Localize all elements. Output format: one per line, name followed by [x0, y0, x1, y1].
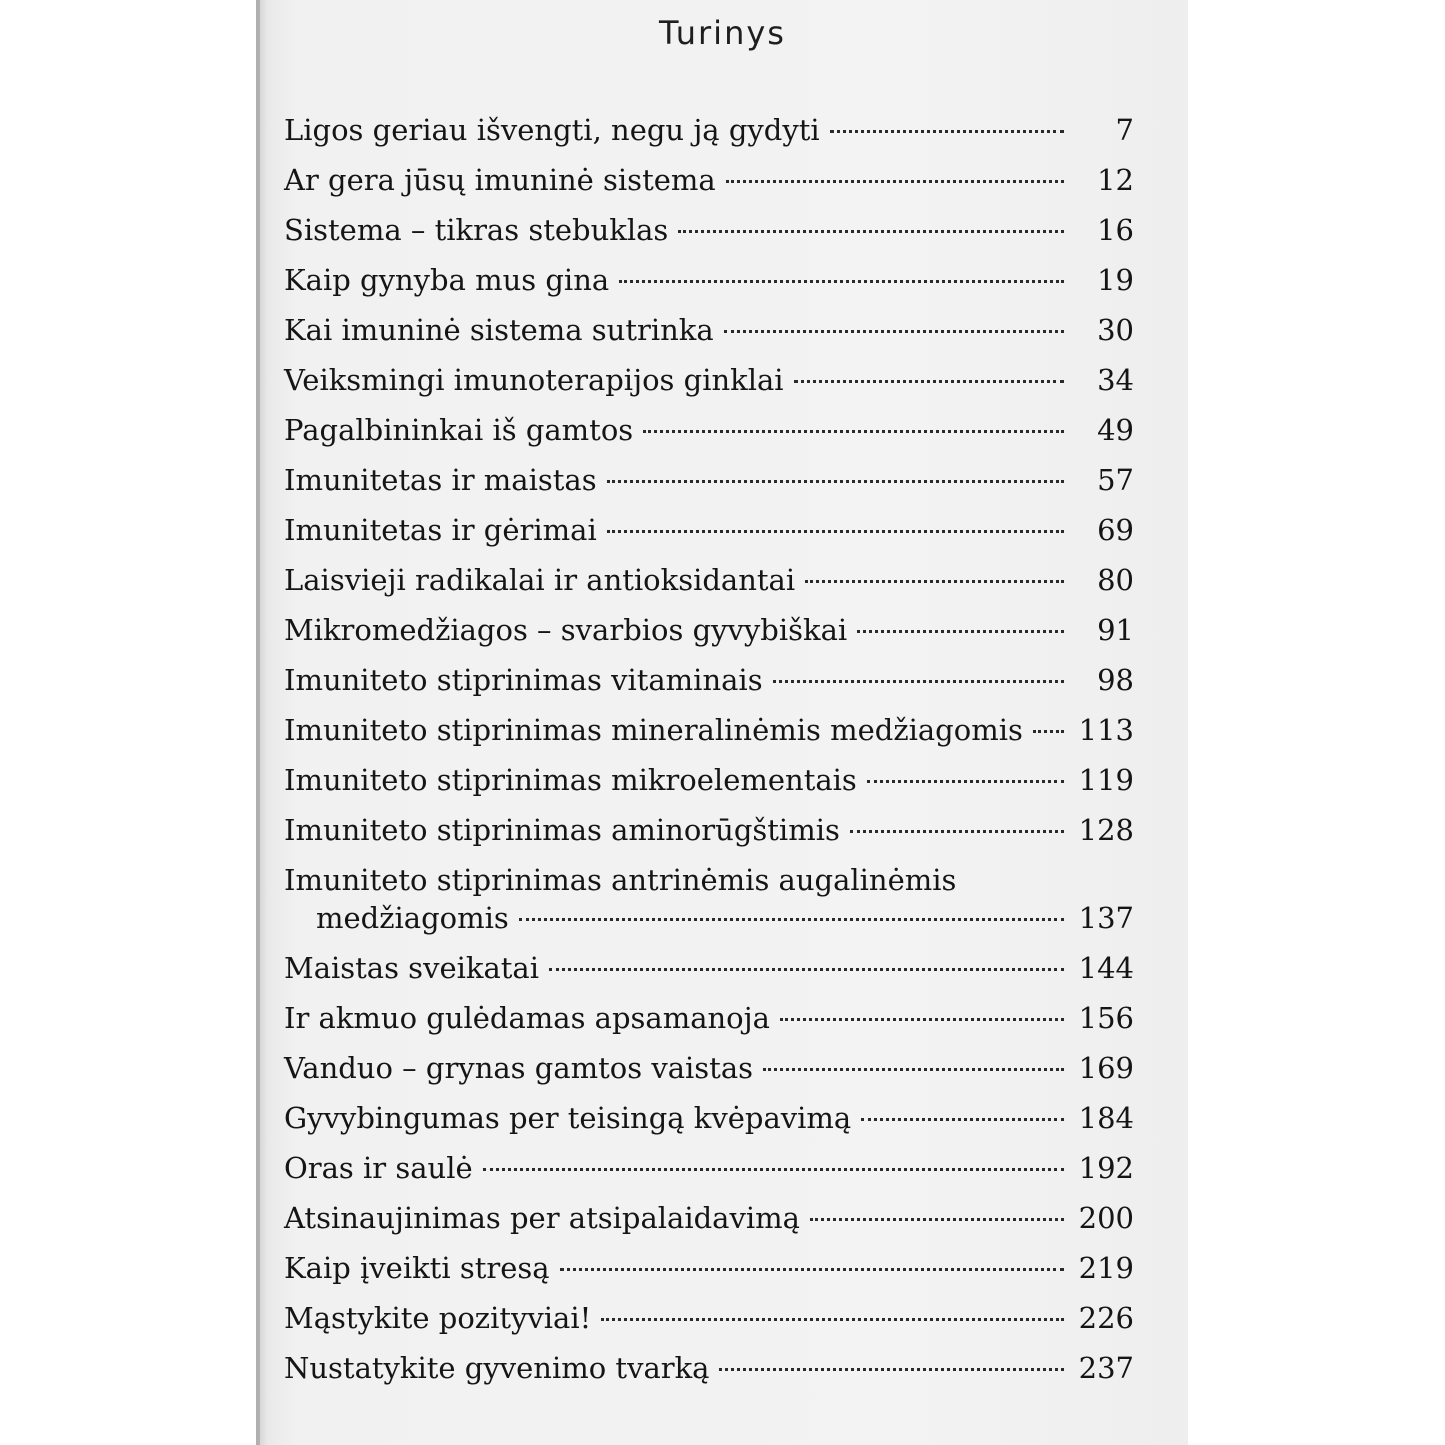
toc-entry-title: Ar gera jūsų imuninė sistema — [284, 163, 716, 197]
dot-leader — [810, 1218, 1064, 1221]
dot-leader — [619, 280, 1064, 283]
toc-page-number: 144 — [1078, 951, 1134, 985]
toc-page-number: 169 — [1078, 1051, 1134, 1085]
toc-entry[interactable] — [284, 1343, 1134, 1393]
toc-entry-title: Kaip įveikti stresą — [284, 1251, 550, 1285]
toc-entry-title: Imunitetas ir maistas — [284, 463, 597, 497]
toc-entry[interactable] — [284, 555, 1134, 605]
dot-leader — [643, 430, 1064, 433]
toc-page-number: 34 — [1097, 363, 1134, 397]
toc-page-number: 80 — [1097, 563, 1134, 597]
toc-page-number: 30 — [1097, 313, 1134, 347]
toc-page-number: 16 — [1097, 213, 1134, 247]
toc-page-number: 137 — [1078, 901, 1134, 935]
toc-entry[interactable] — [284, 155, 1134, 205]
toc-page-number: 57 — [1097, 463, 1134, 497]
toc-entry[interactable] — [284, 1093, 1134, 1143]
toc-entry-title: Ligos geriau išvengti, negu ją gydyti — [284, 113, 820, 147]
toc-entry-title: medžiagomis — [316, 901, 509, 935]
toc-entry-title: Veiksmingi imunoterapijos ginklai — [284, 363, 784, 397]
toc-entry-title: Kaip gynyba mus gina — [284, 263, 610, 297]
toc-entry-title: Pagalbininkai iš gamtos — [284, 413, 634, 447]
dot-leader — [1033, 730, 1064, 733]
table-of-contents — [284, 105, 1134, 1393]
toc-entry-title: Imuniteto stiprinimas mikroelementais — [284, 763, 857, 797]
toc-entry[interactable] — [284, 1193, 1134, 1243]
toc-entry-title: Mikromedžiagos – svarbios gyvybiškai — [284, 613, 848, 647]
toc-entry[interactable] — [284, 605, 1134, 655]
page-edge-shadow — [256, 0, 260, 1445]
toc-entry-title: Imunitetas ir gėrimai — [284, 513, 597, 547]
toc-entry-title-line1: Imuniteto stiprinimas antrinėmis augalinėmis — [284, 863, 957, 897]
toc-page-number: 69 — [1097, 513, 1134, 547]
toc-entry[interactable] — [284, 705, 1134, 755]
dot-leader — [763, 1068, 1064, 1071]
toc-entry[interactable] — [284, 805, 1134, 855]
toc-page-number: 200 — [1078, 1201, 1134, 1235]
toc-entry[interactable] — [284, 1293, 1134, 1343]
toc-entry[interactable] — [284, 455, 1134, 505]
dot-leader — [519, 918, 1064, 921]
toc-entry-title: Ir akmuo gulėdamas apsamanoja — [284, 1001, 770, 1035]
dot-leader — [719, 1368, 1064, 1371]
toc-entry[interactable] — [284, 943, 1134, 993]
toc-entry-title: Sistema – tikras stebuklas — [284, 213, 669, 247]
dot-leader — [850, 830, 1064, 833]
toc-page-number: 7 — [1115, 113, 1134, 147]
dot-leader — [861, 1118, 1064, 1121]
toc-page-number: 98 — [1097, 663, 1134, 697]
dot-leader — [607, 480, 1064, 483]
toc-page-number: 128 — [1078, 813, 1134, 847]
toc-entry[interactable] — [284, 1143, 1134, 1193]
toc-entry-title: Imuniteto stiprinimas aminorūgštimis — [284, 813, 840, 847]
toc-entry-title: Mąstykite pozityviai! — [284, 1301, 592, 1335]
toc-entry-title: Nustatykite gyvenimo tvarką — [284, 1351, 710, 1385]
toc-entry-title: Vanduo – grynas gamtos vaistas — [284, 1051, 753, 1085]
toc-page-number: 113 — [1078, 713, 1134, 747]
toc-entry-title: Gyvybingumas per teisingą kvėpavimą — [284, 1101, 852, 1135]
dot-leader — [678, 230, 1064, 233]
toc-page-number: 156 — [1078, 1001, 1134, 1035]
toc-entry-title: Atsinaujinimas per atsipalaidavimą — [284, 1201, 800, 1235]
toc-entry[interactable] — [284, 105, 1134, 155]
dot-leader — [549, 968, 1064, 971]
toc-page-number: 184 — [1078, 1101, 1134, 1135]
dot-leader — [607, 530, 1064, 533]
dot-leader — [773, 680, 1064, 683]
dot-leader — [857, 630, 1064, 633]
toc-page-number: 237 — [1078, 1351, 1134, 1385]
toc-entry-title: Maistas sveikatai — [284, 951, 539, 985]
toc-entry-title: Oras ir saulė — [284, 1151, 473, 1185]
toc-entry[interactable] — [284, 655, 1134, 705]
toc-page-number: 91 — [1097, 613, 1134, 647]
toc-entry[interactable] — [284, 405, 1134, 455]
toc-entry[interactable] — [284, 255, 1134, 305]
dot-leader — [780, 1018, 1064, 1021]
dot-leader — [560, 1268, 1064, 1271]
toc-page-number: 219 — [1078, 1251, 1134, 1285]
dot-leader — [726, 180, 1064, 183]
toc-entry-title: Laisvieji radikalai ir antioksidantai — [284, 563, 796, 597]
toc-entry[interactable] — [284, 1243, 1134, 1293]
toc-entry[interactable] — [284, 505, 1134, 555]
toc-entry[interactable] — [284, 205, 1134, 255]
toc-page-number: 119 — [1078, 763, 1134, 797]
toc-page-number: 226 — [1078, 1301, 1134, 1335]
dot-leader — [601, 1318, 1064, 1321]
toc-entry[interactable] — [284, 355, 1134, 405]
toc-page-number: 12 — [1097, 163, 1134, 197]
dot-leader — [830, 130, 1064, 133]
toc-entry-title: Imuniteto stiprinimas vitaminais — [284, 663, 763, 697]
toc-entry-title: Kai imuninė sistema sutrinka — [284, 313, 714, 347]
toc-page-number: 192 — [1078, 1151, 1134, 1185]
toc-entry-title: Imuniteto stiprinimas mineralinėmis medžiagomis — [284, 713, 1023, 747]
toc-entry[interactable] — [284, 855, 1134, 943]
toc-entry[interactable] — [284, 305, 1134, 355]
dot-leader — [867, 780, 1064, 783]
toc-entry[interactable] — [284, 1043, 1134, 1093]
dot-leader — [724, 330, 1064, 333]
toc-page-number: 49 — [1097, 413, 1134, 447]
dot-leader — [805, 580, 1064, 583]
toc-entry[interactable] — [284, 755, 1134, 805]
page-title: Turinys — [659, 14, 786, 52]
dot-leader — [483, 1168, 1064, 1171]
toc-entry[interactable] — [284, 993, 1134, 1043]
toc-page-number: 19 — [1097, 263, 1134, 297]
dot-leader — [794, 380, 1064, 383]
